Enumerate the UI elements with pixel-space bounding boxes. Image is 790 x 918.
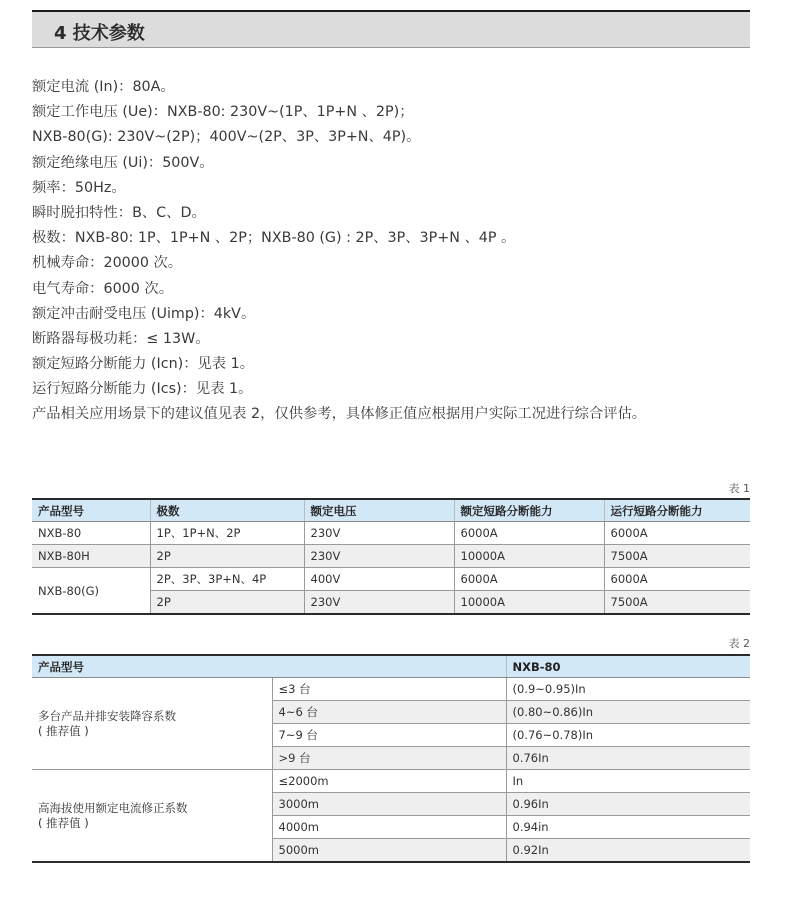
value-cell: 0.96In [506,793,750,816]
table1-caption: 表 1 [728,482,750,495]
ics-cell: 7500A [604,591,750,615]
spec-line: 断路器每极功耗：≤ 13W。 [32,330,210,347]
voltage-cell: 230V [304,522,454,545]
spec-line: 电气寿命：6000 次。 [32,280,174,297]
group-label-line: 多台产品并排安装降容系数 [38,708,176,723]
table2-caption: 表 2 [728,637,750,650]
icn-cell: 6000A [454,522,604,545]
table-row [32,770,750,793]
table2-header-cell: 产品型号 [32,655,506,678]
value-cell: (0.9~0.95)In [506,678,750,701]
spec-list [32,75,772,428]
table-row [32,678,750,701]
poles-cell: 1P、1P+N、2P [150,522,304,545]
value-cell: In [506,770,750,793]
model-cell: NXB-80H [32,545,150,568]
spec-line: 运行短路分断能力 (Ics)：见表 1。 [32,381,253,398]
ics-cell: 6000A [604,522,750,545]
group-label-line: 高海拔使用额定电流修正系数 [38,800,188,815]
model-cell: NXB-80(G) [32,568,150,615]
spec-line: NXB-80(G): 230V~(2P)；400V~(2P、3P、3P+N、4P)。 [32,129,421,146]
value-cell: 0.76In [506,747,750,770]
ics-cell: 6000A [604,568,750,591]
spec-line: 瞬时脱扣特性：B、C、D。 [32,204,206,221]
group-label-cell [32,678,272,770]
condition-cell: >9 台 [272,747,506,770]
group-label-line: ( 推荐值 ) [38,723,89,738]
condition-cell: 5000m [272,839,506,863]
value-cell: 0.92In [506,839,750,863]
icn-cell: 10000A [454,545,604,568]
table2-header-cell: NXB-80 [506,655,750,678]
spec-line: 额定工作电压 (Ue)：NXB-80: 230V~(1P、1P+N 、2P)； [32,104,414,121]
condition-cell: 4~6 台 [272,701,506,724]
poles-cell: 2P [150,591,304,615]
table-row [32,545,750,568]
voltage-cell: 400V [304,568,454,591]
condition-cell: ≤2000m [272,770,506,793]
ics-cell: 7500A [604,545,750,568]
spec-line: 额定短路分断能力 (Icn)：见表 1。 [32,356,255,373]
spec-line: 产品相关应用场景下的建议值见表 2，仅供参考，具体修正值应根据用户实际工况进行综合评估。 [32,406,647,423]
section-header [32,10,750,48]
value-cell: (0.76~0.78)In [506,724,750,747]
spec-line: 额定绝缘电压 (Ui)：500V。 [32,154,214,171]
group-label-line: ( 推荐值 ) [38,815,89,830]
spec-line: 额定电流 (In)：80A。 [32,79,175,95]
value-cell: 0.94in [506,816,750,839]
spec-line: 额定冲击耐受电压 (Uimp)：4kV。 [32,305,256,322]
table1-header-cell: 额定短路分断能力 [454,499,604,522]
table-row [32,522,750,545]
condition-cell: ≤3 台 [272,678,506,701]
table1-header-cell: 产品型号 [32,499,150,522]
table1-header-cell: 额定电压 [304,499,454,522]
table1 [32,498,750,615]
poles-cell: 2P、3P、3P+N、4P [150,568,304,591]
table2 [32,654,750,863]
table2-header-row [32,655,750,678]
condition-cell: 7~9 台 [272,724,506,747]
spec-line: 机械寿命：20000 次。 [32,255,183,272]
group-label [38,709,266,739]
condition-cell: 4000m [272,816,506,839]
icn-cell: 10000A [454,591,604,615]
model-cell: NXB-80 [32,522,150,545]
table1-header-cell: 运行短路分断能力 [604,499,750,522]
voltage-cell: 230V [304,591,454,615]
value-cell: (0.80~0.86)In [506,701,750,724]
table1-header-row [32,499,750,522]
poles-cell: 2P [150,545,304,568]
section-title: 4 技术参数 [54,23,145,44]
condition-cell: 3000m [272,793,506,816]
table1-header-cell: 极数 [150,499,304,522]
voltage-cell: 230V [304,545,454,568]
group-label-cell [32,770,272,863]
icn-cell: 6000A [454,568,604,591]
spec-line: 频率：50Hz。 [32,179,126,196]
spec-line: 极数：NXB-80: 1P、1P+N 、2P；NXB-80 (G) : 2P、3P、3P+N 、4P 。 [32,230,516,247]
group-label [38,801,266,831]
table-row [32,568,750,591]
